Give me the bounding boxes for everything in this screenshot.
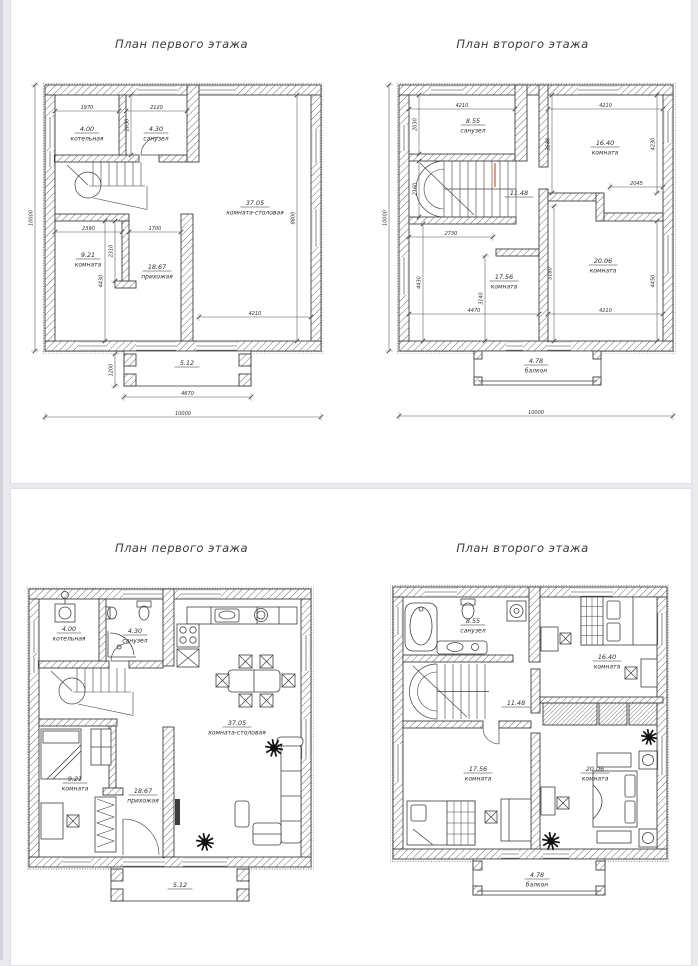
wall-segment <box>473 886 482 895</box>
furniture-rect <box>461 599 475 605</box>
furniture-rect <box>639 751 657 769</box>
wall-segment <box>237 889 249 901</box>
room-area: 16.40 <box>595 139 615 147</box>
wall-segment <box>163 727 174 857</box>
dimension-value: 4210 <box>455 102 469 109</box>
figure-first-floor-technical[interactable] <box>11 0 352 483</box>
room-area: 4.78 <box>528 357 544 365</box>
furniture-rect <box>541 787 555 815</box>
dimension-value: 10000 <box>528 409 544 416</box>
stair-break-line <box>67 165 88 185</box>
dimension-value: 8800 <box>290 211 297 225</box>
room-name: комната <box>74 261 102 269</box>
wall-segment <box>473 861 482 870</box>
built-in-wardrobe <box>599 703 627 725</box>
wall-segment <box>596 193 604 221</box>
room-name: комната <box>593 663 621 671</box>
wall-segment <box>403 721 483 728</box>
stair-turn-arc <box>424 169 444 209</box>
wall-segment <box>55 214 129 221</box>
room-area: 18.67 <box>133 787 153 795</box>
wall-segment <box>409 217 516 224</box>
wall-segment <box>39 661 109 668</box>
room-name: котельная <box>70 135 104 143</box>
second-floor-technical-drawing <box>373 59 698 477</box>
room-name: котельная <box>52 635 86 643</box>
dimension-value: 2045 <box>630 180 643 187</box>
dimension-value: 2160 <box>412 182 419 196</box>
dimension-value: 10000 <box>28 210 35 226</box>
room-area: 11.48 <box>506 699 526 707</box>
plant-icon <box>270 744 278 752</box>
room-name: комната <box>61 785 89 793</box>
room-area: 8.55 <box>465 617 481 625</box>
room-name: санузел <box>122 637 148 645</box>
furniture-rect <box>106 607 110 619</box>
plant-icon <box>646 734 653 741</box>
room-area: 16.40 <box>597 653 617 661</box>
wall-segment <box>103 788 123 795</box>
furniture-rect <box>607 623 620 641</box>
furniture-rect <box>281 745 301 843</box>
wall-segment <box>596 861 605 870</box>
second-floor-furnished-drawing <box>373 509 698 959</box>
insulation-band <box>390 584 670 587</box>
filled-rect <box>175 799 180 825</box>
furniture-rect <box>501 799 531 841</box>
dimension-value: 4450 <box>650 274 657 288</box>
room-area: 37.05 <box>227 719 247 727</box>
room-area: 5.12 <box>172 881 188 889</box>
room-area: 20.06 <box>585 765 605 773</box>
room-name: прихожая <box>127 797 159 805</box>
furniture-rect <box>177 624 199 647</box>
wall-segment <box>604 213 663 221</box>
plan-title: План второго этажа <box>456 541 589 555</box>
room-name: комната-столовая <box>226 209 284 217</box>
room-name: комната <box>464 775 492 783</box>
room-name: комната-столовая <box>208 729 266 737</box>
room-name: балкон <box>524 367 548 375</box>
wall-segment <box>409 154 515 161</box>
insulation-band <box>667 587 670 862</box>
room-area: 5.12 <box>179 359 195 367</box>
furniture-rect <box>124 351 251 386</box>
furniture-rect <box>625 775 635 797</box>
stair-break-line <box>93 198 147 210</box>
insulation-band <box>390 587 393 862</box>
room-name: прихожая <box>141 273 173 281</box>
furniture-rect <box>411 805 426 821</box>
plan-title: План первого этажа <box>114 37 249 51</box>
insulation-band <box>321 85 324 354</box>
wall-segment <box>540 697 663 703</box>
door-swing-arc <box>123 819 159 855</box>
dimension-value: 1700 <box>148 225 162 232</box>
wall-segment <box>111 869 123 881</box>
dimension-value: 10000 <box>175 410 191 417</box>
room-area: 11.48 <box>509 189 529 197</box>
wall-segment <box>239 354 251 366</box>
room-name: санузел <box>460 127 486 135</box>
wall-segment <box>539 189 548 341</box>
stair-turn-arc <box>418 672 438 711</box>
furniture-rect <box>235 801 249 827</box>
insulation-band <box>26 589 29 870</box>
wall-segment <box>111 889 123 901</box>
furniture-rect <box>541 627 558 651</box>
plant-icon <box>201 838 209 846</box>
dimension-value: 2030 <box>412 118 419 131</box>
first-floor-technical-drawing <box>11 59 349 477</box>
wall-segment <box>529 587 540 662</box>
room-area: 17.56 <box>494 273 514 281</box>
figure-second-floor-furnished[interactable] <box>352 489 693 965</box>
room-area: 20.06 <box>593 257 613 265</box>
wall-segment <box>531 733 540 849</box>
room-area: 9.21 <box>80 251 96 259</box>
wall-segment <box>399 341 673 351</box>
room-area: 4.00 <box>79 125 95 133</box>
dimension-value: 2310 <box>108 244 115 258</box>
dimension-value: 4210 <box>599 102 612 109</box>
plan-title: План второго этажа <box>456 37 589 51</box>
furniture-rect <box>639 829 657 847</box>
dimension-value: 3140 <box>478 292 485 305</box>
built-in-wardrobe <box>543 703 597 725</box>
dimension-value: 5180 <box>547 267 554 280</box>
wall-segment <box>596 886 605 895</box>
dimension-value: 2390 <box>82 225 95 232</box>
insulation-band <box>396 85 399 354</box>
dimension-value: 4430 <box>98 274 105 288</box>
room-name: санузел <box>143 135 169 143</box>
insulation-band <box>42 85 45 354</box>
figure-second-floor-technical[interactable] <box>352 0 693 483</box>
plan-title: План первого этажа <box>114 541 249 555</box>
furniture-rect <box>43 731 79 743</box>
wall-segment <box>124 374 136 386</box>
wall-segment <box>539 85 548 167</box>
dimension-value: 3580 <box>545 137 552 151</box>
card-technical-plans <box>10 0 692 484</box>
room-name: комната <box>581 775 609 783</box>
dimension-value: 1970 <box>80 104 94 111</box>
wall-segment <box>239 374 251 386</box>
wall-segment <box>163 589 174 666</box>
insulation-band <box>26 586 314 589</box>
wall-segment <box>403 655 513 662</box>
dimension-value: 2730 <box>444 230 458 237</box>
dimension-value: 2030 <box>124 118 131 132</box>
room-name: комната <box>589 267 617 275</box>
dimension-value: 4670 <box>181 390 194 397</box>
room-area: 4.30 <box>148 125 164 133</box>
wall-segment <box>181 214 193 341</box>
wall-segment <box>39 719 117 726</box>
wall-segment <box>187 85 199 162</box>
room-area: 4.30 <box>127 627 143 635</box>
wall-segment <box>515 85 527 161</box>
wall-segment <box>548 193 602 201</box>
room-area: 18.67 <box>147 263 167 271</box>
built-in-wardrobe <box>629 703 657 725</box>
dimension-value: 2120 <box>150 104 163 111</box>
wall-segment <box>129 661 163 668</box>
wall-segment <box>115 281 136 288</box>
room-area: 4.00 <box>61 625 77 633</box>
wall-segment <box>237 869 249 881</box>
furniture-ellipse <box>139 606 149 620</box>
wall-segment <box>474 351 482 359</box>
furniture-rect <box>625 801 635 823</box>
card-furnished-plans <box>10 488 692 966</box>
room-name: балкон <box>525 881 549 889</box>
wall-segment <box>122 221 129 281</box>
wall-segment <box>496 249 539 256</box>
room-area: 4.78 <box>529 871 545 879</box>
room-name: комната <box>490 283 518 291</box>
door-swing-arc <box>483 728 499 744</box>
room-name: комната <box>591 149 619 157</box>
wall-segment <box>124 354 136 366</box>
dimension-value: 1200 <box>108 363 115 377</box>
furniture-rect <box>41 803 63 839</box>
stair-break-line <box>78 704 133 716</box>
furniture-rect <box>437 641 487 654</box>
wall-segment <box>531 669 540 713</box>
room-area: 9.21 <box>67 775 83 783</box>
furniture-rect <box>187 607 297 624</box>
dimension-value: 4430 <box>416 276 423 289</box>
room-area: 8.55 <box>465 117 481 125</box>
dimension-value: 4230 <box>650 137 657 151</box>
wall-segment <box>45 85 321 95</box>
insulation-band <box>311 589 314 870</box>
wall-segment <box>499 721 531 728</box>
figure-first-floor-furnished[interactable] <box>11 489 352 965</box>
furniture-rect <box>597 831 631 843</box>
first-floor-furnished-drawing <box>11 509 349 959</box>
dimension-value: 4470 <box>467 307 481 314</box>
plant-icon <box>547 837 555 845</box>
wall-segment <box>593 351 601 359</box>
room-name: санузел <box>460 627 486 635</box>
stair-break-line <box>51 671 72 691</box>
dimension-value: 4210 <box>599 307 612 314</box>
wall-segment <box>393 849 667 859</box>
room-area: 17.56 <box>468 765 488 773</box>
furniture-rect <box>607 601 620 619</box>
furniture-rect <box>641 659 657 687</box>
insulation-band <box>673 85 676 354</box>
room-area: 37.05 <box>245 199 265 207</box>
wall-segment <box>159 155 187 162</box>
wall-segment <box>99 599 106 661</box>
dimension-value: 10000 <box>382 210 389 226</box>
dimension-value: 4210 <box>248 310 262 317</box>
page-left-edge <box>0 0 3 960</box>
wall-segment <box>55 155 139 162</box>
